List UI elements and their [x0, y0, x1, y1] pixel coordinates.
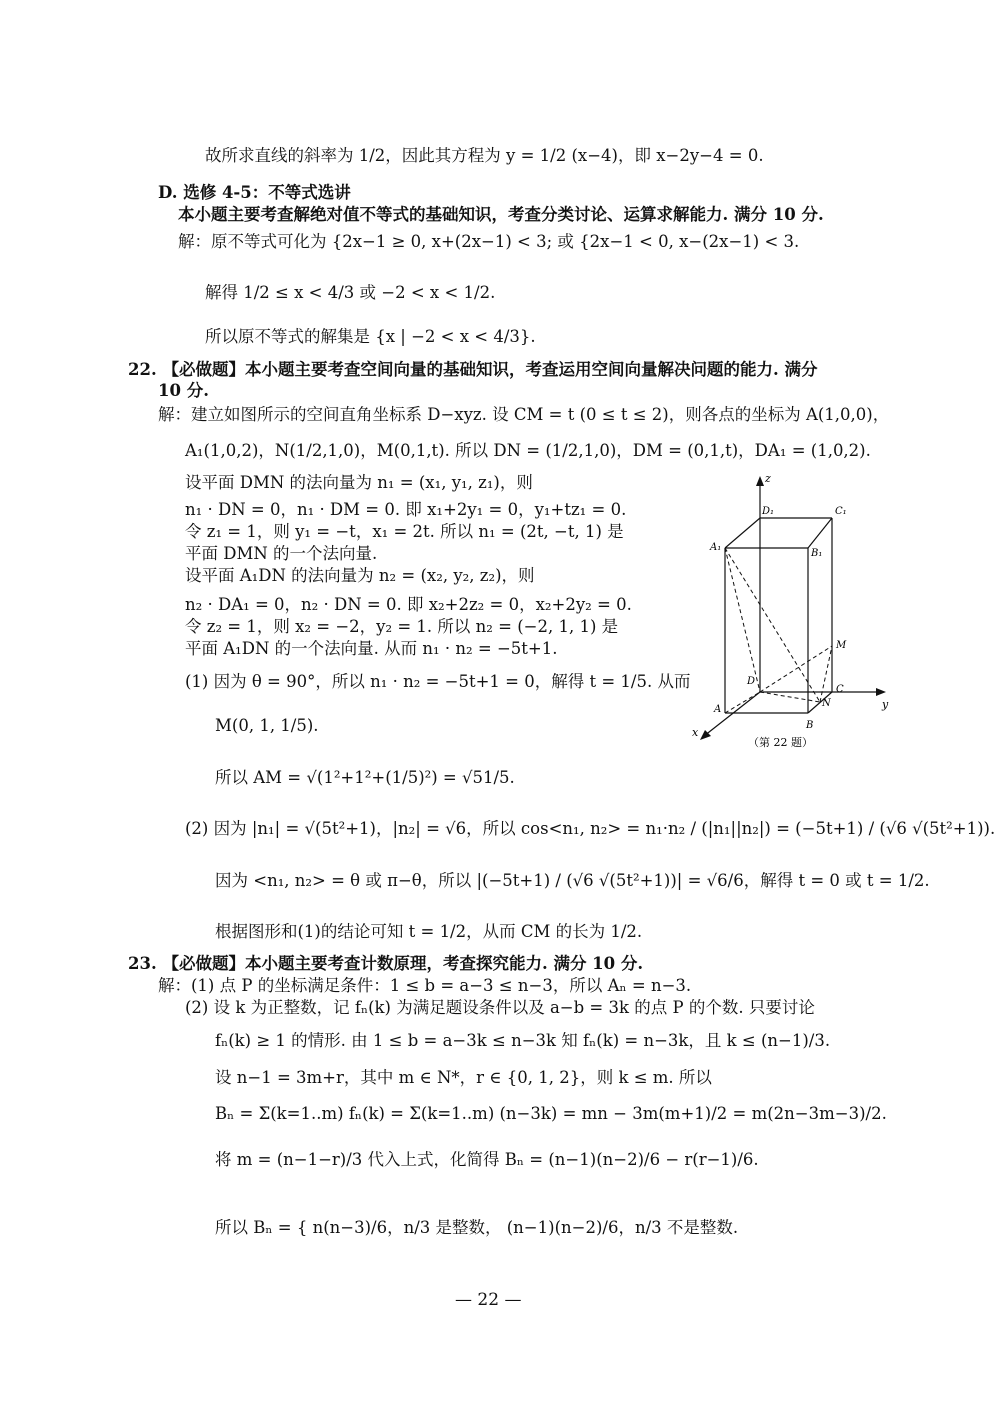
text-line: Bₙ = Σ(k=1..m) fₙ(k) = Σ(k=1..m) (n−3k) = mn − 3m(m+1)/2 = m(2n−3m−3)/2. [215, 1104, 887, 1123]
text-line: 令 z₂ = 1，则 x₂ = −2，y₂ = 1. 所以 n₂ = (−2, 1, 1) 是 [185, 617, 619, 636]
text-line: (2) 因为 |n₁| = √(5t²+1)，|n₂| = √6，所以 cos<n₁, n₂> = n₁·n₂ / (|n₁||n₂|) = (−5t+1) / (√6 √(5t²+1)). [185, 819, 996, 838]
text-line: 所以原不等式的解集是 {x | −2 < x < 4/3}. [205, 327, 536, 346]
page-number: — 22 — [455, 1290, 522, 1310]
text-line: 解：建立如图所示的空间直角坐标系 D−xyz. 设 CM = t (0 ≤ t ≤ 2)，则各点的坐标为 A(1,0,0)， [158, 405, 890, 424]
text-line: 23. 【必做题】本小题主要考查计数原理，考查探究能力. 满分 10 分. [128, 954, 644, 973]
label-A: A [714, 704, 722, 715]
text-line: n₂ · DA₁ = 0，n₂ · DN = 0. 即 x₂+2z₂ = 0，x₂+2y₂ = 0. [185, 595, 632, 614]
text-line: 解得 1/2 ≤ x < 4/3 或 −2 < x < 1/2. [205, 283, 496, 302]
text-line: 平面 A₁DN 的一个法向量. 从而 n₁ · n₂ = −5t+1. [185, 639, 558, 658]
text-line: 将 m = (n−1−r)/3 代入上式，化简得 Bₙ = (n−1)(n−2)/6 − r(r−1)/6. [215, 1150, 759, 1169]
z-axis-arrow [756, 476, 764, 486]
text-line: 设平面 A₁DN 的法向量为 n₂ = (x₂, y₂, z₂)，则 [185, 566, 535, 585]
label-y: y [882, 698, 889, 711]
text-line: 解：原不等式可化为 {2x−1 ≥ 0, x+(2x−1) < 3; 或 {2x−1 < 0, x−(2x−1) < 3. [178, 232, 800, 251]
y-axis-arrow [876, 688, 886, 696]
text-line: 10 分. [158, 381, 209, 400]
label-z: z [765, 472, 771, 485]
label-C1: C₁ [835, 506, 847, 517]
label-M: M [836, 640, 847, 651]
text-line: 本小题主要考查解绝对值不等式的基础知识，考查分类讨论、运算求解能力. 满分 10 分. [178, 205, 824, 224]
label-x: x [692, 726, 699, 739]
text-line: M(0, 1, 1/5). [215, 716, 319, 735]
text-line: 令 z₁ = 1，则 y₁ = −t，x₁ = 2t. 所以 n₁ = (2t, −t, 1) 是 [185, 522, 624, 541]
label-B1: B₁ [811, 548, 823, 559]
cuboid-figure [690, 470, 900, 760]
text-line: 所以 Bₙ = { n(n−3)/6，n/3 是整数， (n−1)(n−2)/6，n/3 不是整数. [215, 1218, 739, 1237]
x-axis [704, 692, 760, 736]
figure-caption: （第 22 题） [748, 736, 813, 749]
text-line: 设平面 DMN 的法向量为 n₁ = (x₁, y₁, z₁)，则 [185, 473, 533, 492]
text-line: D. 选修 4-5：不等式选讲 [158, 183, 351, 202]
text-line: 所以 AM = √(1²+1²+(1/5)²) = √51/5. [215, 768, 515, 787]
text-line: fₙ(k) ≥ 1 的情形. 由 1 ≤ b = a−3k ≤ n−3k 知 fₙ(k) = n−3k，且 k ≤ (n−1)/3. [215, 1031, 831, 1050]
label-B: B [806, 720, 814, 731]
text-line: 平面 DMN 的一个法向量. [185, 544, 378, 563]
text-line: A₁(1,0,2)，N(1/2,1,0)，M(0,1,t). 所以 DN = (1/2,1,0)，DM = (0,1,t)，DA₁ = (1,0,2). [185, 441, 871, 460]
text-line: n₁ · DN = 0，n₁ · DM = 0. 即 x₁+2y₁ = 0，y₁+tz₁ = 0. [185, 500, 627, 519]
text-line: 根据图形和(1)的结论可知 t = 1/2，从而 CM 的长为 1/2. [215, 922, 643, 941]
label-N: N [822, 698, 831, 709]
label-D1: D₁ [762, 506, 775, 517]
text-line: 解：(1) 点 P 的坐标满足条件：1 ≤ b = a−3 ≤ n−3，所以 Aₙ = n−3. [158, 976, 692, 995]
text-line: (1) 因为 θ = 90°，所以 n₁ · n₂ = −5t+1 = 0，解得 t = 1/5. 从而 [185, 672, 691, 691]
text-line: 22. 【必做题】本小题主要考查空间向量的基础知识，考查运用空间向量解决问题的能力. 满分 [128, 360, 818, 379]
label-D: D [747, 676, 756, 687]
label-A1: A₁ [710, 542, 722, 553]
text-line: 因为 <n₁, n₂> = θ 或 π−θ，所以 |(−5t+1) / (√6 √(5t²+1))| = √6/6，解得 t = 0 或 t = 1/2. [215, 871, 930, 890]
text-line: 设 n−1 = 3m+r，其中 m ∈ N*，r ∈ {0, 1, 2}，则 k ≤ m. 所以 [215, 1068, 712, 1087]
label-C: C [836, 684, 844, 695]
text-line: (2) 设 k 为正整数，记 fₙ(k) 为满足题设条件以及 a−b = 3k 的点 P 的个数. 只要讨论 [185, 998, 815, 1017]
text-line: 故所求直线的斜率为 1/2，因此其方程为 y = 1/2 (x−4)，即 x−2y−4 = 0. [205, 146, 764, 165]
